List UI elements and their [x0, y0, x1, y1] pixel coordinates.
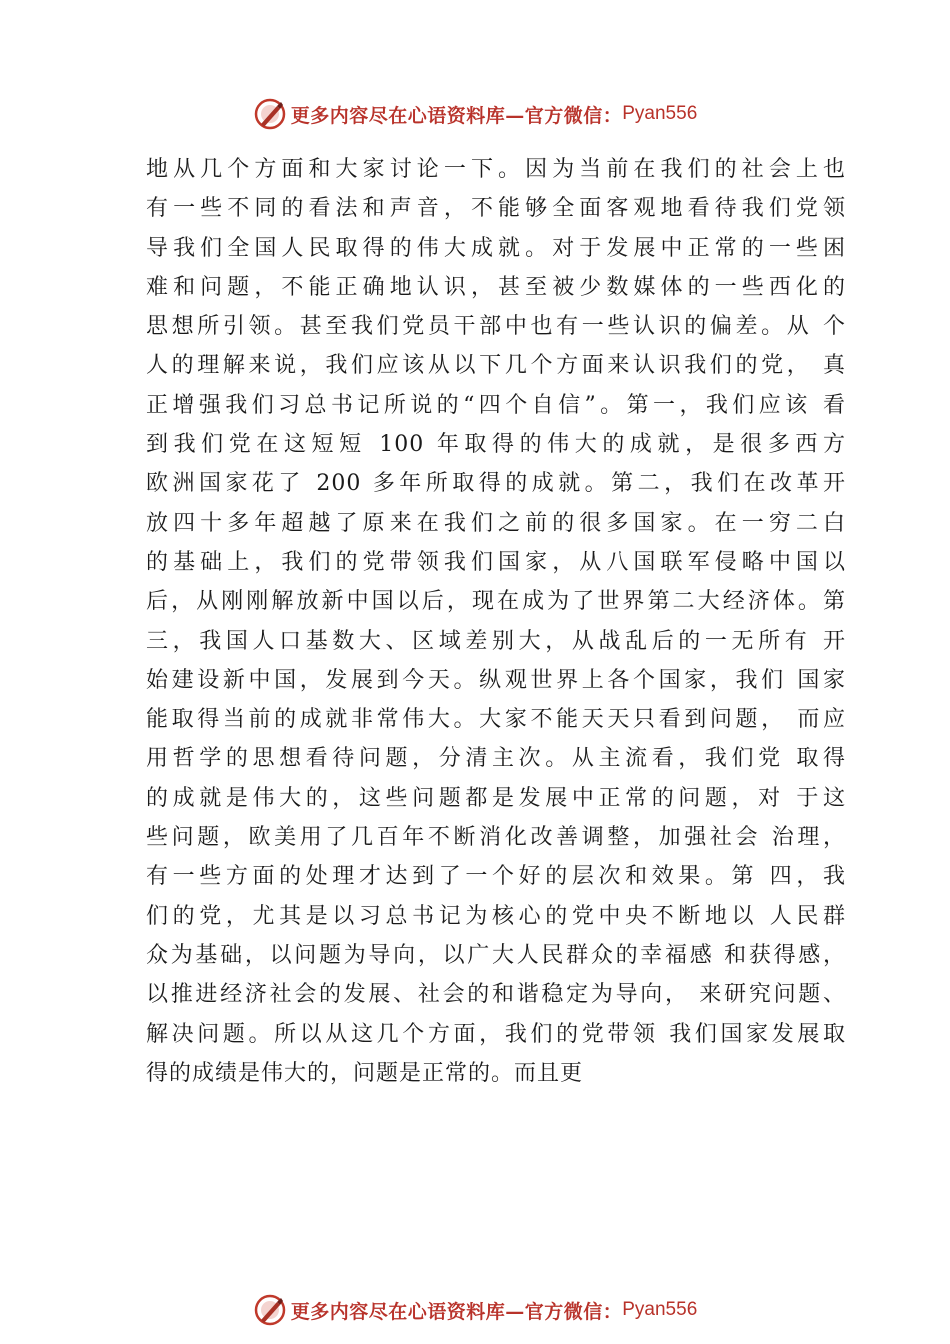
- text-line: 们的党，尤其是以习总书记为核心的党中央不断地以 人民群: [146, 903, 846, 929]
- text-line: 后，从刚刚解放新中国以后，现在成为了世界第二大经济体。第: [146, 589, 846, 615]
- text-line: 的基础上，我们的党带领我们国家，从八国联军侵略中国以: [146, 549, 846, 575]
- watermark-text: 更多内容尽在心语资料库—官方微信：: [290, 1300, 623, 1323]
- watermark-handle: Pyan556: [622, 103, 698, 124]
- text-line: 地从几个方面和大家讨论一下。因为当前在我们的社会上也: [146, 157, 846, 182]
- text-line: 到我们党在这短短 100 年取得的伟大的成就，是很多西方: [146, 432, 846, 458]
- footer-watermark: [0, 1290, 950, 1330]
- header-watermark: [0, 94, 950, 134]
- text-line: 解决问题。所以从这几个方面，我们的党带领 我们国家发展取: [146, 1021, 846, 1047]
- text-line: 正增强我们习总书记所说的“四个自信”。第一，我们应该 看: [146, 392, 846, 418]
- pen-logo-icon: [253, 97, 287, 131]
- text-line: 思想所引领。甚至我们党员干部中也有一些认识的偏差。从 个: [146, 314, 846, 340]
- text-line: 始建设新中国，发展到今天。纵观世界上各个国家，我们 国家: [146, 667, 846, 693]
- text-line: 得的成绩是伟大的，问题是正常的。而且更: [146, 1060, 584, 1086]
- text-line: 众为基础，以问题为导向，以广大人民群众的幸福感 和获得感，: [146, 942, 846, 968]
- text-line: 以推进经济社会的发展、社会的和谐稳定为导向， 来研究问题、: [146, 982, 846, 1008]
- watermark-handle: Pyan556: [622, 1299, 698, 1320]
- text-line: 些问题，欧美用了几百年不断消化改善调整，加强社会 治理，: [146, 825, 846, 851]
- text-line: 用哲学的思想看待问题，分清主次。从主流看，我们党 取得: [146, 746, 846, 772]
- pen-logo-icon: [253, 1293, 287, 1327]
- text-line: 有一些方面的处理才达到了一个好的层次和效果。第 四，我: [146, 864, 846, 890]
- text-line: 三，我国人口基数大、区域差别大，从战乱后的一无所有 开: [146, 628, 846, 654]
- text-line: 欧洲国家花了 200 多年所取得的成就。第二，我们在改革开: [146, 471, 846, 497]
- text-line: 难和问题，不能正确地认识，甚至被少数媒体的一些西化的: [146, 274, 846, 300]
- text-line: 人的理解来说，我们应该从以下几个方面来认识我们的党， 真: [146, 353, 846, 379]
- watermark-text: 更多内容尽在心语资料库—官方微信：: [290, 104, 623, 127]
- text-line: 导我们全国人民取得的伟大成就。对于发展中正常的一些困: [146, 235, 846, 261]
- text-line: 的成就是伟大的，这些问题都是发展中正常的问题，对 于这: [146, 785, 846, 811]
- text-line: 能取得当前的成就非常伟大。大家不能天天只看到问题， 而应: [146, 707, 846, 733]
- document-body: [146, 150, 846, 1093]
- text-line: 有一些不同的看法和声音，不能够全面客观地看待我们党领: [146, 196, 846, 222]
- text-line: 放四十多年超越了原来在我们之前的很多国家。在一穷二白: [146, 510, 846, 536]
